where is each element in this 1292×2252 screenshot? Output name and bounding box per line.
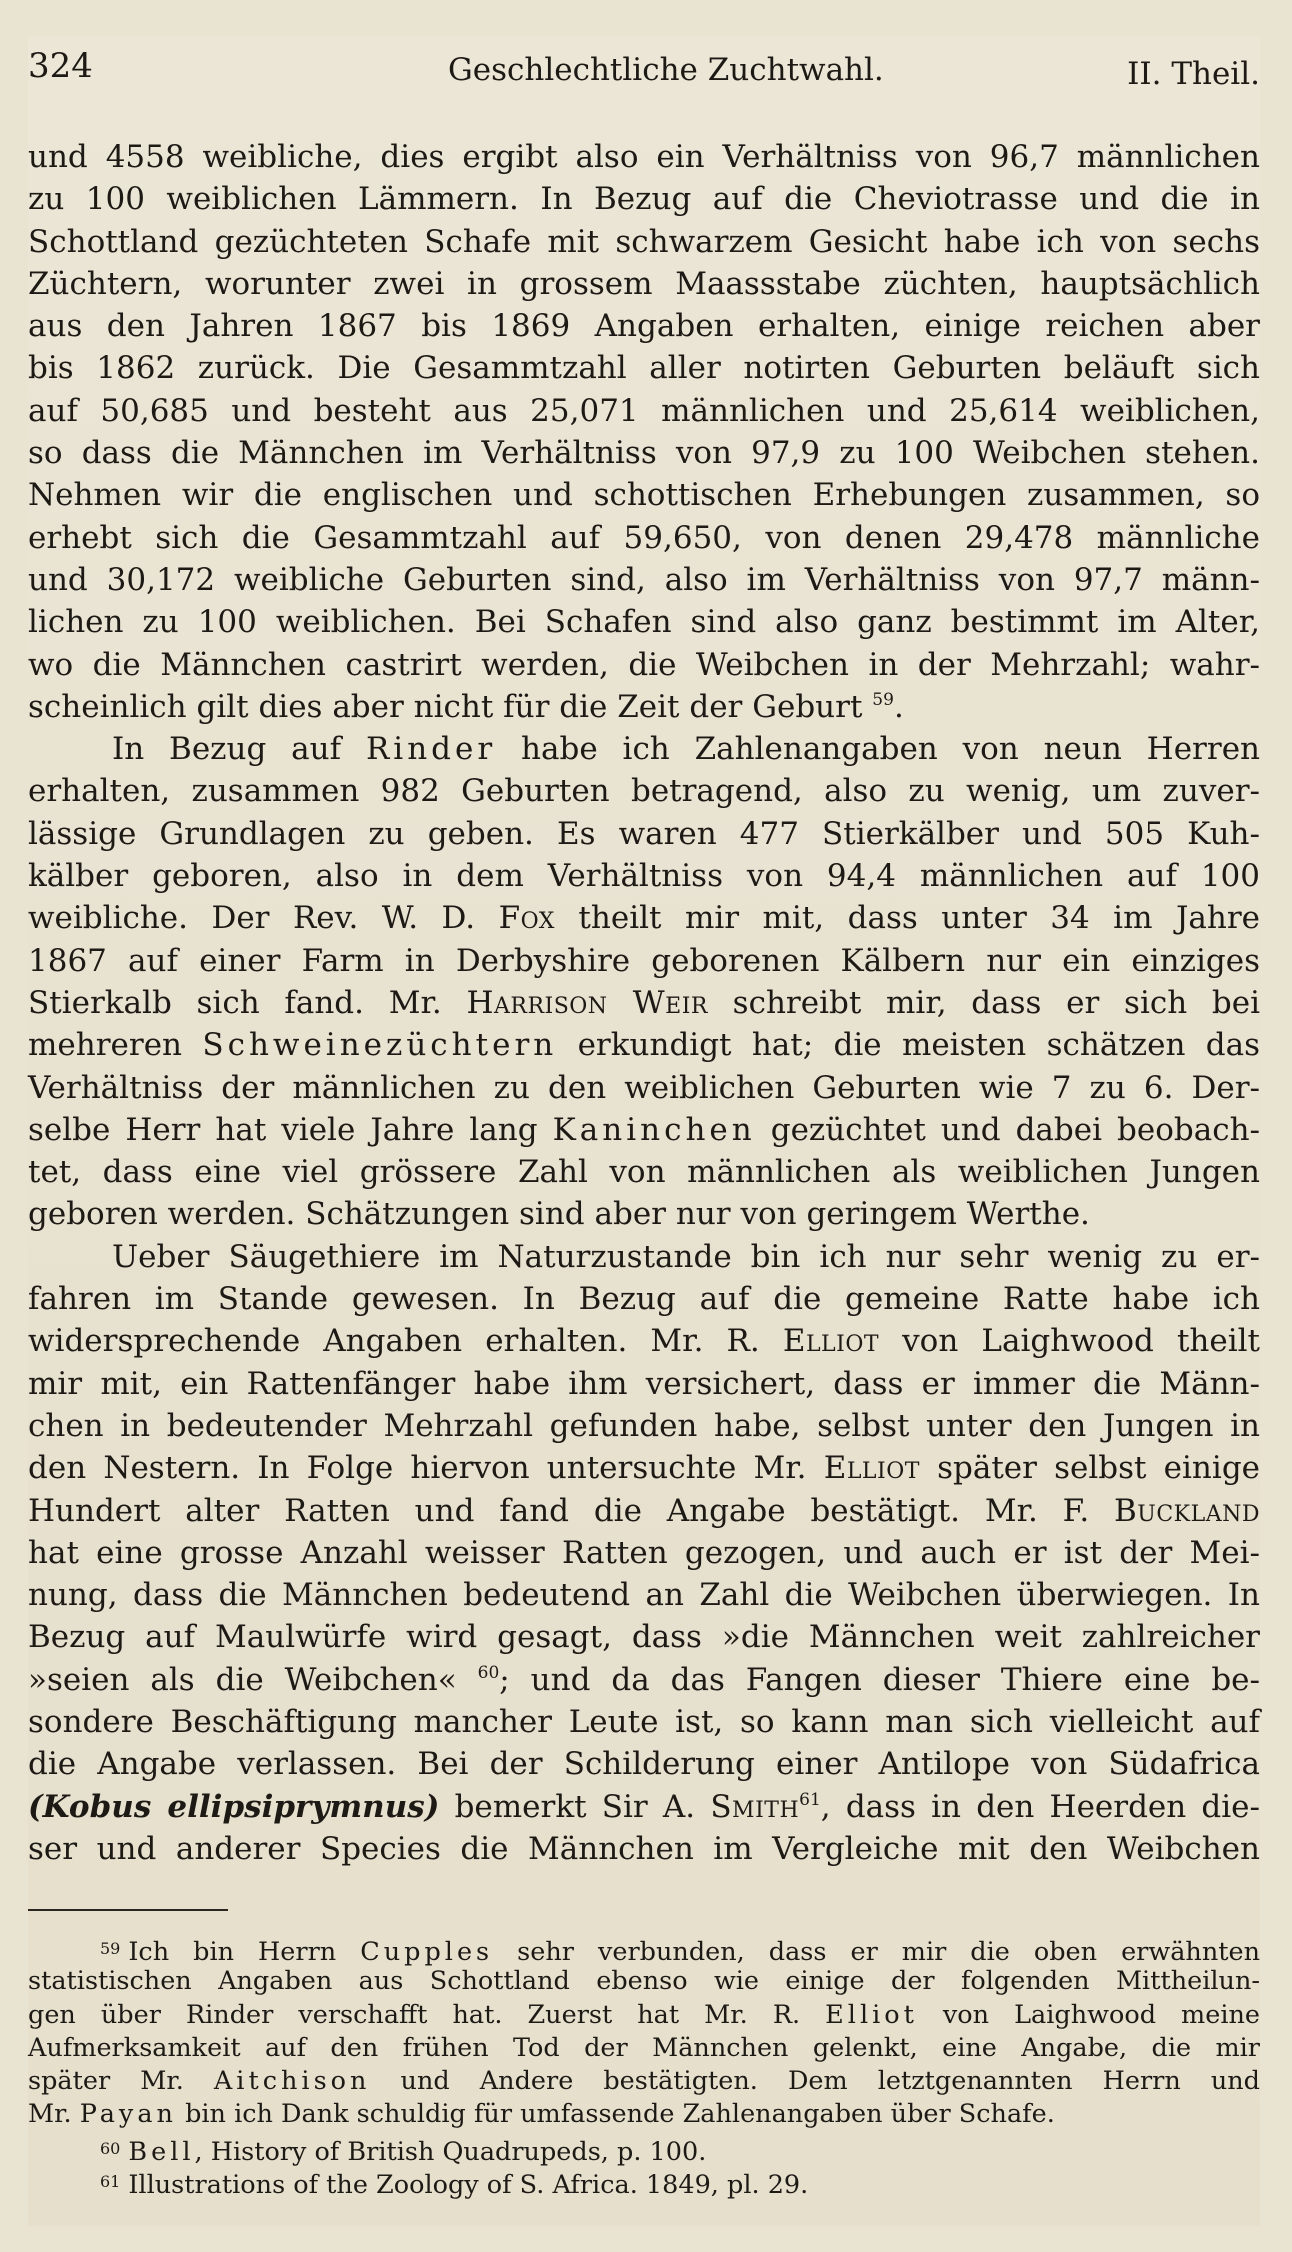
author-name: Elliot	[782, 1323, 880, 1360]
text-line: lichen zu 100 weiblichen. Bei Schafen sind also ganz bestimmt im Alter,	[28, 604, 1260, 641]
text-line: Züchtern, worunter zwei in grossem Maassstabe züchten, hauptsächlich	[28, 265, 1260, 302]
text-line: Bezug auf Maulwürfe wird gesagt, dass »die Männchen weit zahlreicher	[28, 1619, 1260, 1656]
text-line	[28, 1447, 1260, 1489]
footnotes	[28, 1932, 1261, 2201]
text-line: aus den Jahren 1867 bis 1869 Angaben erhalten, einige reichen aber	[28, 308, 1260, 345]
text-span: .	[893, 688, 904, 725]
text-line: bis 1862 zurück. Die Gesammtzahl aller notirten Geburten beläuft sich	[28, 350, 1260, 387]
text-span: Illustrations of the Zoology of S. Africa. 1849, pl. 29.	[128, 2170, 809, 2201]
text-line	[28, 1320, 1260, 1362]
footnote-ref-60[interactable]: 60	[477, 1662, 500, 1683]
text-span: selbe Herr hat viele Jahre lang	[28, 1111, 538, 1148]
spaced-term: Aitchison	[213, 2066, 371, 2097]
text-span: theilt mir mit, dass unter 34 im Jahre	[578, 900, 1260, 937]
page-number: 324	[28, 46, 93, 86]
footnote-number: 61	[100, 2172, 121, 2192]
footnote-60	[28, 2132, 1260, 2165]
text-line: und 4558 weibliche, dies ergibt also ein Verhältniss von 96,7 männlichen	[28, 139, 1260, 175]
text-span: ; und da das Fangen dieser Thiere eine be-	[499, 1661, 1260, 1698]
text-line: die Angabe verlassen. Bei der Schilderung einer Antilope von Südafrica	[28, 1746, 1260, 1783]
text-span: , History of British Quadrupeds, p. 100.	[194, 2136, 707, 2167]
text-line: lässige Grundlagen zu geben. Es waren 477 Stierkälber und 505 Kuh-	[28, 815, 1260, 852]
text-span: erkundigt hat; die meisten schätzen das	[577, 1027, 1260, 1064]
text-span: »seien als die Weibchen«	[28, 1661, 457, 1698]
running-title: Geschlechtliche Zuchtwahl.	[448, 52, 884, 88]
main-text	[28, 136, 1260, 1870]
spaced-term: Bell	[128, 2136, 195, 2167]
footnote-line: Aufmerksamkeit auf den frühen Tod der Männchen gelenkt, eine Angabe, die mir	[28, 2032, 1260, 2063]
text-line: erhebt sich die Gesammtzahl auf 59,650, von denen 29,478 männliche	[28, 519, 1260, 556]
text-span: und Andere bestätigten. Dem letztgenannten Herrn und	[400, 2066, 1260, 2097]
text-span: von Laighwood meine	[942, 1999, 1261, 2030]
text-span: scheinlich gilt dies aber nicht für die Zeit der Geburt	[28, 688, 863, 725]
spaced-term: Kaninchen	[552, 1111, 756, 1148]
text-span: sehr verbunden, dass er mir die oben erwähnten	[517, 1937, 1261, 1967]
footnote-number: 59	[100, 1939, 121, 1958]
footnote-line	[28, 2098, 1260, 2131]
text-line	[28, 1490, 1260, 1532]
text-line: hat eine grosse Anzahl weisser Ratten gezogen, und auch er ist der Mei-	[28, 1534, 1260, 1571]
footnote-ref-59[interactable]: 59	[872, 689, 894, 710]
text-line: sondere Beschäftigung mancher Leute ist, so kann man sich vielleicht auf	[28, 1703, 1260, 1740]
text-span: bemerkt Sir A.	[454, 1788, 696, 1825]
text-line: Schottland gezüchteten Schafe mit schwarzem Gesicht habe ich von sechs	[28, 223, 1260, 260]
text-span: bin ich Dank schuldig für umfassende Zahlenangaben über Schafe.	[185, 2099, 1055, 2130]
spaced-term: Cupples	[360, 1937, 494, 1967]
spaced-term: Payan	[79, 2099, 177, 2130]
text-line: mir mit, ein Rattenfänger habe ihm versichert, dass er immer die Männ-	[28, 1365, 1260, 1402]
footnote-line	[28, 1999, 1260, 2032]
text-line: so dass die Männchen im Verhältniss von 97,9 zu 100 Weibchen stehen.	[28, 435, 1260, 472]
spaced-term: Elliot	[825, 1999, 918, 2030]
text-line: erhalten, zusammen 982 Geburten betragend, also zu wenig, um zuver-	[28, 773, 1260, 810]
text-span: mehreren	[28, 1027, 183, 1064]
text-span: Hundert alter Ratten und fand die Angabe bestätigt. Mr. F.	[28, 1492, 1090, 1529]
text-line	[28, 686, 1260, 728]
text-line: Ueber Säugethiere im Naturzustande bin ich nur sehr wenig zu er-	[112, 1238, 1260, 1275]
text-span: von Laighwood theilt	[902, 1323, 1261, 1360]
page-header	[28, 46, 1260, 96]
text-line: und 30,172 weibliche Geburten sind, also im Verhältniss von 97,7 männ-	[28, 561, 1260, 598]
text-line: auf 50,685 und besteht aus 25,071 männlichen und 25,614 weiblichen,	[28, 392, 1260, 429]
footnote-divider	[28, 1909, 228, 1911]
text-line	[28, 1024, 1260, 1066]
text-line	[28, 982, 1260, 1024]
text-line: ser und anderer Species die Männchen im Vergleiche mit den Weibchen	[28, 1830, 1260, 1867]
text-line	[28, 1659, 1260, 1701]
text-line: nung, dass die Männchen bedeutend an Zahl die Weibchen überwiegen. In	[28, 1577, 1260, 1614]
text-line: kälber geboren, also in dem Verhältniss von 94,4 männlichen auf 100	[28, 858, 1260, 895]
text-span: Mr.	[28, 2099, 72, 2130]
text-span: , dass in den Heerden die-	[820, 1788, 1260, 1825]
text-line	[28, 1109, 1260, 1151]
text-line: Nehmen wir die englischen und schottischen Erhebungen zusammen, so	[28, 477, 1260, 514]
text-span: Stierkalb sich fand. Mr.	[28, 984, 442, 1021]
text-line	[28, 728, 1260, 770]
text-span: weibliche. Der Rev. W. D.	[28, 900, 476, 937]
author-name: Harrison Weir	[466, 984, 708, 1021]
text-line	[28, 1786, 1260, 1828]
text-span: widersprechende Angaben erhalten. Mr. R.	[28, 1323, 760, 1360]
part-label: II. Theil.	[1127, 56, 1260, 92]
footnote-line: statistischen Angaben aus Schottland ebenso wie einige der folgenden Mittheilun-	[28, 1966, 1260, 1997]
text-line: wo die Männchen castrirt werden, die Weibchen in der Mehrzahl; wahr-	[28, 646, 1260, 683]
author-name: Elliot	[823, 1450, 920, 1487]
text-line: chen in bedeutender Mehrzahl gefunden habe, selbst unter den Jungen in	[28, 1407, 1260, 1444]
text-span: gen über Rinder verschafft hat. Zuerst hat Mr. R.	[28, 1999, 801, 2030]
text-span: den Nestern. In Folge hiervon untersuchte Mr.	[28, 1450, 807, 1487]
author-name: Smith	[710, 1788, 800, 1825]
text-line	[28, 897, 1260, 939]
text-span: später Mr.	[28, 2066, 184, 2097]
text-line: geboren werden. Schätzungen sind aber nur von geringem Werthe.	[28, 1196, 1090, 1233]
footnote-59	[28, 1932, 1260, 1965]
text-span: gezüchtet und dabei beobach-	[770, 1111, 1261, 1148]
spaced-term: Rinder	[365, 731, 497, 768]
text-line: Verhältniss der männlichen zu den weiblichen Geburten wie 7 zu 6. Der-	[28, 1069, 1260, 1106]
text-span: später selbst einige	[937, 1450, 1261, 1487]
author-name: Buckland	[1114, 1492, 1260, 1529]
text-line: zu 100 weiblichen Lämmern. In Bezug auf die Cheviotrasse und die in	[28, 181, 1260, 218]
footnote-number: 60	[100, 2138, 121, 2158]
author-name: Fox	[498, 900, 555, 937]
text-line: tet, dass eine viel grössere Zahl von männlichen als weiblichen Jungen	[28, 1154, 1260, 1191]
spaced-term: Schweinezüchtern	[202, 1027, 558, 1064]
footnote-line	[28, 2065, 1260, 2098]
text-line: fahren im Stande gewesen. In Bezug auf die gemeine Ratte habe ich	[28, 1281, 1260, 1318]
footnote-ref-61[interactable]: 61	[799, 1789, 821, 1810]
text-span: schreibt mir, dass er sich bei	[732, 984, 1261, 1021]
text-line: 1867 auf einer Farm in Derbyshire geborenen Kälbern nur ein einziges	[28, 942, 1260, 979]
text-span: Ich bin Herrn	[128, 1937, 337, 1967]
text-span: In Bezug auf	[112, 731, 342, 768]
text-span: habe ich Zahlenangaben von neun Herren	[521, 731, 1261, 768]
book-page	[28, 36, 1260, 2226]
footnote-61	[28, 2165, 1260, 2201]
species-name: (Kobus ellipsiprymnus)	[28, 1788, 440, 1825]
